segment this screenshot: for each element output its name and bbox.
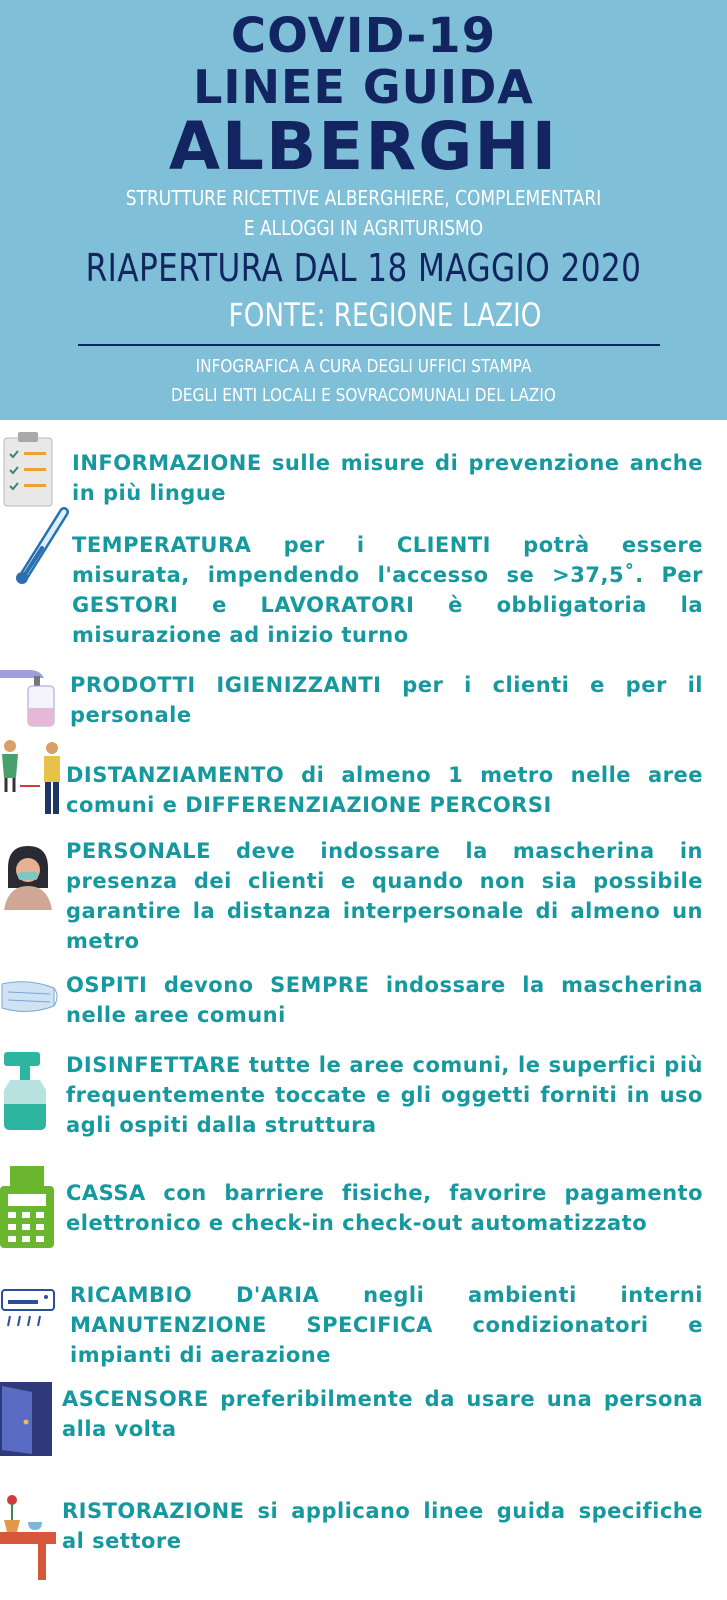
subtitle-line-2: E ALLOGGI IN AGRITURISMO — [243, 216, 484, 240]
item-elevator: ASCENSORE preferibilmente da usare una persona alla volta — [62, 1387, 703, 1441]
item-staff-mask: PERSONALE deve indossare la mascherina in presenza dei clienti e quando non sia possibile garantire la distanza interpersonale di almeno un metro — [66, 839, 703, 953]
credit-line-1: INFOGRAFICA A CURA DEGLI UFFICI STAMPA — [195, 356, 532, 377]
title-covid: COVID-19 — [230, 8, 497, 64]
item-catering: RISTORAZIONE si applicano linee guida specifiche al settore — [62, 1499, 703, 1553]
reopening-date: RIAPERTURA DAL 18 MAGGIO 2020 — [85, 246, 642, 290]
item-air-exchange: RICAMBIO D'ARIA negli ambienti interni MANUTENZIONE SPECIFICA condizionatori e impianti di aerazione — [70, 1283, 703, 1367]
social-distance-icon — [0, 736, 66, 820]
header-banner — [0, 0, 727, 420]
hand-sanitizer-icon — [0, 660, 60, 730]
checklist-icon — [2, 432, 54, 508]
title-guidelines: LINEE GUIDA — [193, 60, 534, 114]
spray-bottle-icon — [0, 1052, 52, 1130]
subtitle-line-1: STRUTTURE RICETTIVE ALBERGHIERE, COMPLEMENTARI — [125, 186, 602, 210]
item-information: INFORMAZIONE sulle misure di prevenzione anche in più lingue — [72, 451, 703, 505]
item-sanitizer: PRODOTTI IGIENIZZANTI per i clienti e per il personale — [70, 673, 703, 727]
air-conditioner-icon — [0, 1288, 58, 1332]
item-guests-mask: OSPITI devono SEMPRE indossare la mascherina nelle aree comuni — [66, 973, 703, 1027]
item-cash-desk: CASSA con barriere fisiche, favorire pagamento elettronico e check-in check-out automatizzato — [66, 1181, 703, 1235]
cash-register-icon — [0, 1166, 56, 1248]
thermometer-icon — [12, 506, 74, 588]
item-temperature: TEMPERATURA per i CLIENTI potrà essere misurata, impendendo l'accesso se >37,5˚. Per GESTORI e LAVORATORI è obbligatoria la misurazione ad inizio turno — [72, 533, 703, 647]
title-hotels: ALBERGHI — [168, 108, 559, 185]
masked-person-icon — [0, 844, 54, 910]
face-mask-icon — [0, 974, 60, 1018]
item-disinfect: DISINFETTARE tutte le aree comuni, le superfici più frequentemente toccate e gli oggetti forniti in uso agli ospiti dalla struttura — [66, 1053, 703, 1137]
header-divider — [78, 344, 660, 346]
credit-line-2: DEGLI ENTI LOCALI E SOVRACOMUNALI DEL LAZIO — [171, 385, 556, 406]
source-label: FONTE: REGIONE LAZIO — [228, 296, 542, 334]
elevator-door-icon — [0, 1382, 56, 1458]
item-distancing: DISTANZIAMENTO di almeno 1 metro nelle aree comuni e DIFFERENZIAZIONE PERCORSI — [66, 763, 703, 817]
restaurant-table-icon — [0, 1492, 56, 1582]
